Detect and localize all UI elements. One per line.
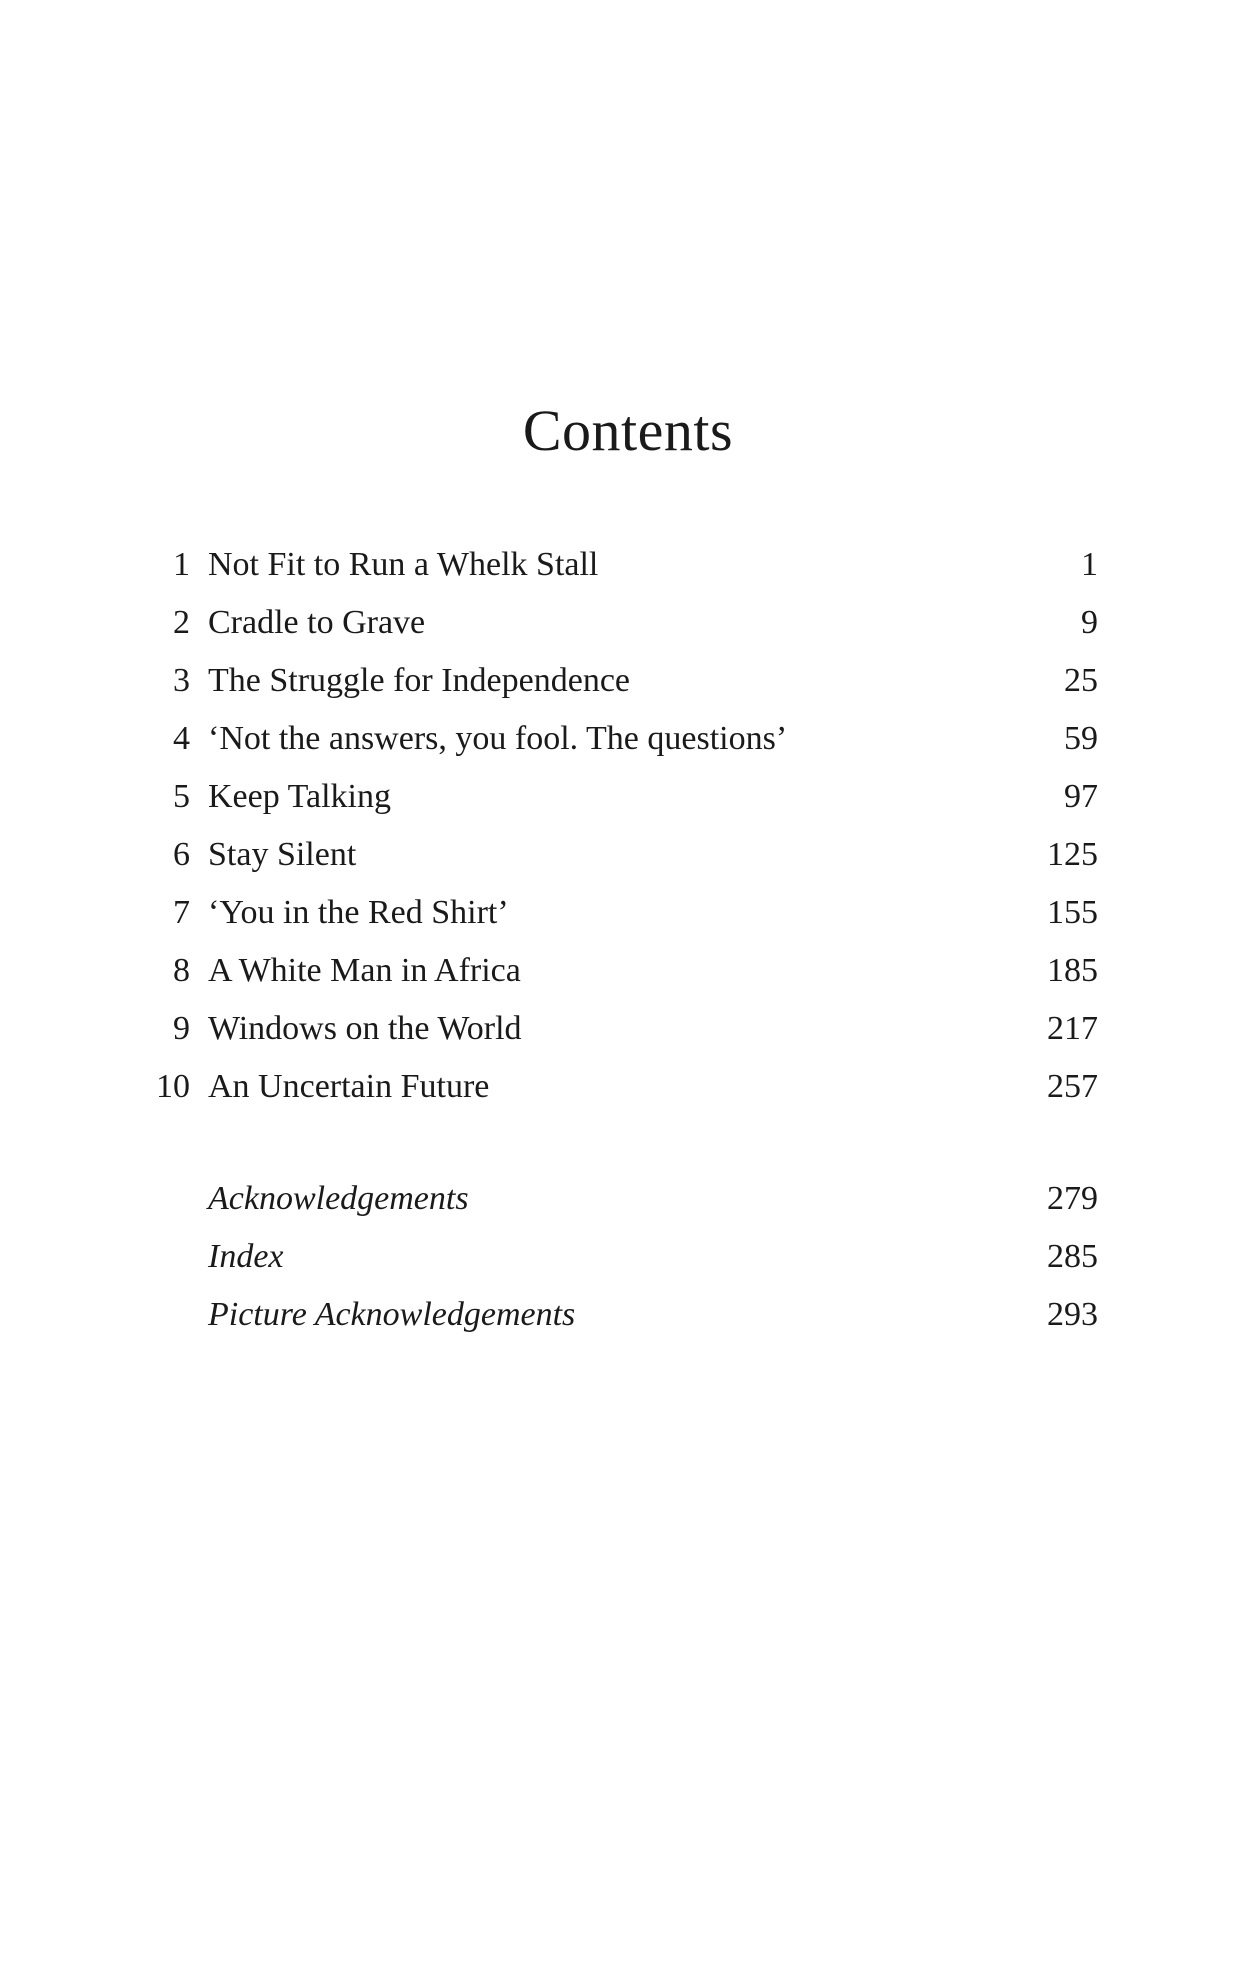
toc-entry[interactable] bbox=[140, 942, 1098, 1000]
toc-entry[interactable] bbox=[140, 1228, 1098, 1286]
chapter-number: 4 bbox=[173, 720, 190, 757]
page-number: 185 bbox=[1047, 952, 1098, 989]
back-matter-title: Acknowledgements bbox=[208, 1180, 469, 1217]
chapter-title: ‘You in the Red Shirt’ bbox=[208, 894, 509, 931]
page-number: 125 bbox=[1047, 836, 1098, 873]
page-number: 257 bbox=[1047, 1068, 1098, 1105]
page-number: 97 bbox=[1064, 778, 1098, 815]
toc-entry[interactable] bbox=[140, 1170, 1098, 1228]
page-number: 1 bbox=[1081, 546, 1098, 583]
toc-entry[interactable] bbox=[140, 652, 1098, 710]
chapter-title: ‘Not the answers, you fool. The questions’ bbox=[208, 720, 788, 757]
page-number: 293 bbox=[1047, 1296, 1098, 1333]
chapter-number: 9 bbox=[173, 1010, 190, 1047]
chapter-title: Cradle to Grave bbox=[208, 604, 426, 641]
page-number: 9 bbox=[1081, 604, 1098, 641]
toc-entry[interactable] bbox=[140, 768, 1098, 826]
page-number: 285 bbox=[1047, 1238, 1098, 1275]
page-number: 217 bbox=[1047, 1010, 1098, 1047]
chapter-title: Keep Talking bbox=[208, 778, 391, 815]
chapter-number: 8 bbox=[173, 952, 190, 989]
toc-entry[interactable] bbox=[140, 1058, 1098, 1116]
chapter-list bbox=[140, 536, 1098, 1116]
chapter-title: A White Man in Africa bbox=[208, 952, 521, 989]
chapter-number: 5 bbox=[173, 778, 190, 815]
back-matter-list bbox=[140, 1170, 1098, 1344]
toc-entry[interactable] bbox=[140, 1000, 1098, 1058]
page-number: 279 bbox=[1047, 1180, 1098, 1217]
chapter-number: 6 bbox=[173, 836, 190, 873]
chapter-title: The Struggle for Independence bbox=[208, 662, 630, 699]
chapter-title: An Uncertain Future bbox=[208, 1068, 490, 1105]
toc-entry[interactable] bbox=[140, 536, 1098, 594]
back-matter-title: Index bbox=[208, 1238, 284, 1275]
chapter-number: 3 bbox=[173, 662, 190, 699]
chapter-title: Windows on the World bbox=[208, 1010, 522, 1047]
chapter-number: 1 bbox=[173, 546, 190, 583]
page-number: 59 bbox=[1064, 720, 1098, 757]
chapter-number: 10 bbox=[156, 1068, 190, 1105]
page-number: 155 bbox=[1047, 894, 1098, 931]
page-title: Contents bbox=[522, 397, 734, 463]
chapter-title: Not Fit to Run a Whelk Stall bbox=[208, 546, 599, 583]
page-number: 25 bbox=[1064, 662, 1098, 699]
toc-entry[interactable] bbox=[140, 1286, 1098, 1344]
chapter-number: 7 bbox=[173, 894, 190, 931]
toc-entry[interactable] bbox=[140, 884, 1098, 942]
toc-entry[interactable] bbox=[140, 710, 1098, 768]
back-matter-title: Picture Acknowledgements bbox=[208, 1296, 576, 1333]
chapter-title: Stay Silent bbox=[208, 836, 357, 873]
toc-entry[interactable] bbox=[140, 594, 1098, 652]
chapter-number: 2 bbox=[173, 604, 190, 641]
toc-entry[interactable] bbox=[140, 826, 1098, 884]
